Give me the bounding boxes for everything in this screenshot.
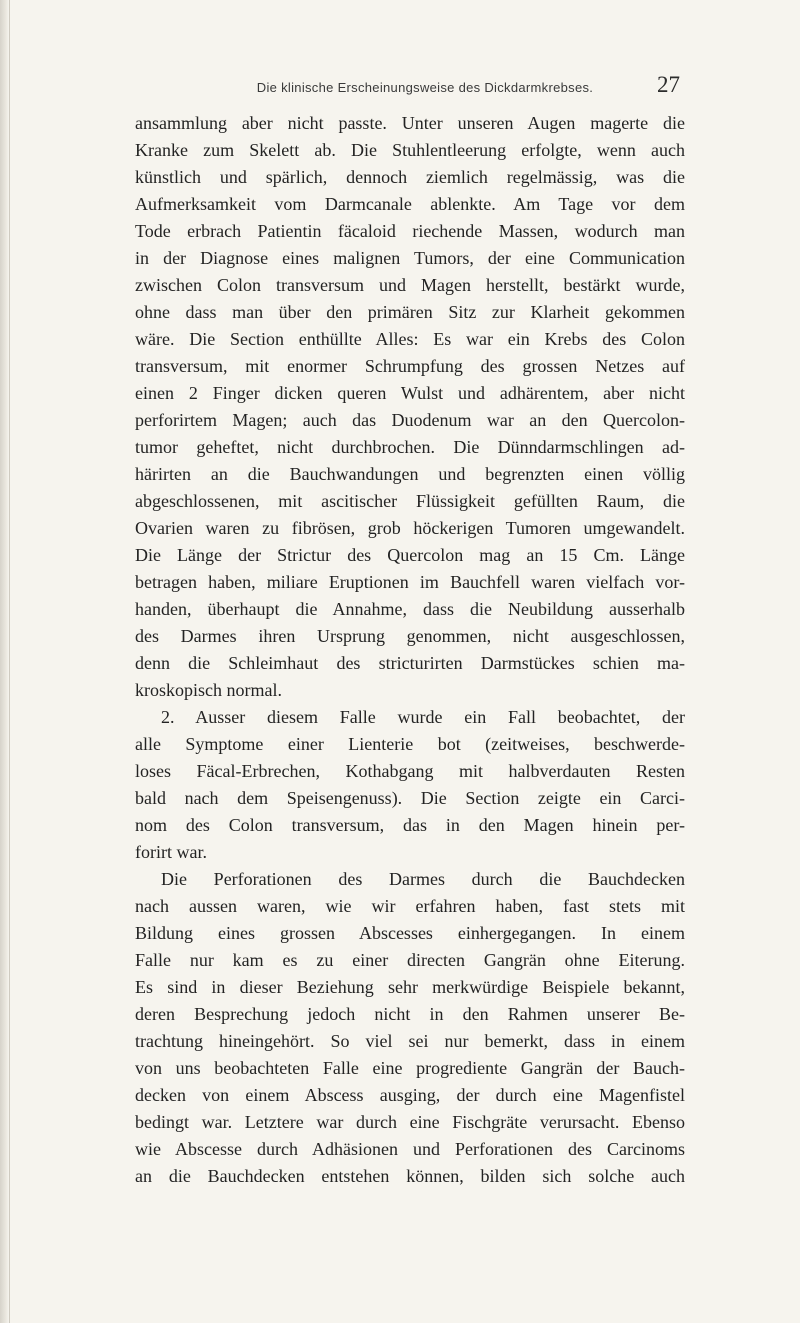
page-binding-edge — [0, 0, 10, 1323]
text-line: ansammlung aber nicht passte. Unter unseren Augen magerte die — [135, 113, 685, 133]
text-line: an die Bauchdecken entstehen können, bilden sich solche auch — [135, 1166, 685, 1186]
text-line: Ovarien waren zu fibrösen, grob höckerigen Tumoren umgewandelt. — [135, 518, 685, 538]
page-number: 27 — [657, 72, 680, 97]
text-line: tumor geheftet, nicht durchbrochen. Die Dünndarmschlingen ad- — [135, 437, 685, 457]
text-line: Bildung eines grossen Abscesses einhergegangen. In einem — [135, 923, 685, 943]
text-line: perforirtem Magen; auch das Duodenum war an den Quercolon- — [135, 410, 685, 430]
text-line: Aufmerksamkeit vom Darmcanale ablenkte. Am Tage vor dem — [135, 194, 685, 214]
text-line: decken von einem Abscess ausging, der durch eine Magenfistel — [135, 1085, 685, 1105]
text-line: abgeschlossenen, mit ascitischer Flüssigkeit gefüllten Raum, die — [135, 491, 685, 511]
text-line: zwischen Colon transversum und Magen herstellt, bestärkt wurde, — [135, 275, 685, 295]
text-line: denn die Schleimhaut des stricturirten Darmstückes schien ma- — [135, 653, 685, 673]
body-text — [135, 110, 685, 1190]
text-line: künstlich und spärlich, dennoch ziemlich regelmässig, was die — [135, 167, 685, 187]
text-line: bald nach dem Speisengenuss). Die Section zeigte ein Carci- — [135, 788, 685, 808]
text-line: loses Fäcal-Erbrechen, Kothabgang mit halbverdauten Resten — [135, 761, 685, 781]
text-line: 2. Ausser diesem Falle wurde ein Fall beobachtet, der — [161, 707, 685, 727]
text-line: ohne dass man über den primären Sitz zur Klarheit gekommen — [135, 302, 685, 322]
text-line: deren Besprechung jedoch nicht in den Rahmen unserer Be- — [135, 1004, 685, 1024]
text-line: in der Diagnose eines malignen Tumors, der eine Communication — [135, 248, 685, 268]
text-line: härirten an die Bauchwandungen und begrenzten einen völlig — [135, 464, 685, 484]
text-line: Tode erbrach Patientin fäcaloid riechende Massen, wodurch man — [135, 221, 685, 241]
text-line: von uns beobachteten Falle eine progrediente Gangrän der Bauch- — [135, 1058, 685, 1078]
text-line: Es sind in dieser Beziehung sehr merkwürdige Beispiele bekannt, — [135, 977, 685, 997]
text-line: nom des Colon transversum, das in den Magen hinein per- — [135, 815, 685, 835]
text-line: Die Perforationen des Darmes durch die Bauchdecken — [161, 869, 685, 889]
text-line: einen 2 Finger dicken queren Wulst und adhärentem, aber nicht — [135, 383, 685, 403]
text-line: betragen haben, miliare Eruptionen im Bauchfell waren vielfach vor- — [135, 572, 685, 592]
text-line: wie Abscesse durch Adhäsionen und Perforationen des Carcinoms — [135, 1139, 685, 1159]
text-line: bedingt war. Letztere war durch eine Fischgräte verursacht. Ebenso — [135, 1112, 685, 1132]
text-line: Die Länge der Strictur des Quercolon mag an 15 Cm. Länge — [135, 545, 685, 565]
text-line: kroskopisch normal. — [135, 680, 282, 700]
text-line: Falle nur kam es zu einer directen Gangrän ohne Eiterung. — [135, 950, 685, 970]
running-title: Die klinische Erscheinungsweise des Dickdarmkrebses. — [256, 80, 594, 95]
text-line: forirt war. — [135, 842, 207, 862]
text-line: handen, überhaupt die Annahme, dass die Neubildung ausserhalb — [135, 599, 685, 619]
text-line: transversum, mit enormer Schrumpfung des grossen Netzes auf — [135, 356, 685, 376]
text-line: trachtung hineingehört. So viel sei nur bemerkt, dass in einem — [135, 1031, 685, 1051]
text-line: alle Symptome einer Lienterie bot (zeitweises, beschwerde- — [135, 734, 685, 754]
text-line: wäre. Die Section enthüllte Alles: Es war ein Krebs des Colon — [135, 329, 685, 349]
text-line: des Darmes ihren Ursprung genommen, nicht ausgeschlossen, — [135, 626, 685, 646]
text-line: Kranke zum Skelett ab. Die Stuhlentleerung erfolgte, wenn auch — [135, 140, 685, 160]
text-line: nach aussen waren, wie wir erfahren haben, fast stets mit — [135, 896, 685, 916]
